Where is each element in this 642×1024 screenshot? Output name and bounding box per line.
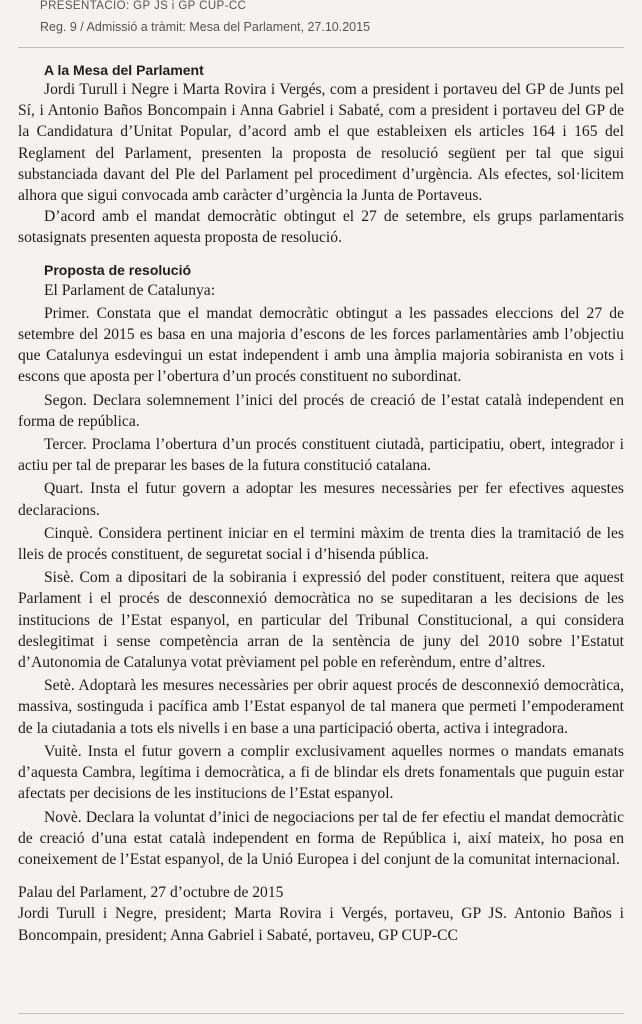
registre-line: Reg. 9 / Admissió a tràmit: Mesa del Parlament, 27.10.2015	[40, 20, 371, 34]
mesa-paragraph-2: D’acord amb el mandat democràtic obtingut el 27 de setembre, els grups parlamentaris sotasignats presenten aquesta proposta de resolució.	[18, 208, 624, 247]
resolution-point-segon: Segon. Declara solemnement l’inici del procés de creació de l’estat català independent en forma de república.	[18, 391, 624, 430]
document-header	[18, 0, 624, 35]
resolution-point-sete: Setè. Adoptarà les mesures necessàries per obrir aquest procés de desconnexió democràtica, massiva, sostinguda i pacífica amb l’Estat espanyol de tal manera que permeti l’empoderament de la ciutadania a tots els nivells i en base a una participació oberta, activa i integradora.	[18, 677, 624, 737]
mesa-heading: A la Mesa del Parlament	[44, 62, 204, 78]
proposta-body	[18, 280, 624, 870]
resolution-point-nove: Novè. Declara la voluntat d’inici de negociacions per tal de fer efectiu el mandat democràtic de creació d’una estat català independent en forma de República i, així mateix, ho posa en coneixement de l’Estat espanyol, de la Unió Europea i del conjunt de la comunitat internacional.	[18, 808, 624, 868]
proposta-heading: Proposta de resolució	[44, 261, 192, 278]
resolution-point-cinque: Cinquè. Considera pertinent iniciar en el termini màxim de trenta dies la tramitació de les lleis de procés constituent, de seguretat social i d’hisenda pública.	[18, 524, 624, 564]
presentacio-line: PRESENTACIÓ: GP JS i GP CUP-CC	[40, 0, 247, 12]
signature-block	[18, 882, 624, 946]
mesa-paragraph-1: Jordi Turull i Negre i Marta Rovira i Vergés, com a president i portaveu del GP de Junts pel Sí, i Antonio Baños Boncompain i Anna Gabriel i Sabaté, com a president i portaveu del GP de la Candidatura d’Unitat Popular, d’acord amb el que estableixen els articles 164 i 165 del Reglament del Parlament, presenten la proposta de resolució següent per tal que sigui substanciada davant del Ple del Parlament pel procediment d’urgència. Als efectes, sol·licitem alhora que sigui convocada amb caràcter d’urgència la Junta de Portaveus.	[18, 81, 624, 205]
resolution-point-tercer: Tercer. Proclama l’obertura d’un procés constituent ciutadà, participatiu, obert, integrador i actiu per tal de preparar les bases de la futura constitució catalana.	[18, 436, 624, 475]
resolution-point-primer: Primer. Constata que el mandat democràtic obtingut a les passades eleccions del 27 de setembre del 2015 es basa en una majoria d’escons de les forces parlamentàries amb l’objectiu que Catalunya esdevingui un estat independent i amb una àmplia majoria sobiranista en vots i escons que aposta per l’obertura d’un procés constituent no subordinat.	[18, 304, 624, 386]
resolution-point-sise: Sisè. Com a dipositari de la sobirania i expressió del poder constituent, reitera que aquest Parlament i el procés de desconnexió democràtica no se supeditaran a les decisions de les institucions de l’Estat espanyol, en particular del Tribunal Constitucional, a qui considera deslegitimat i sense competència arran de la sentència de juny del 2010 sobre l’Estatut d’Autonomia de Catalunya votat prèviament pel poble en referèndum, entre d’altres.	[18, 569, 624, 672]
mesa-body	[18, 79, 624, 249]
place-date: Palau del Parlament, 27 d’octubre de 2015	[18, 884, 284, 902]
footer-divider	[18, 1013, 624, 1014]
proposta-intro: El Parlament de Catalunya:	[44, 281, 216, 299]
resolution-point-quart: Quart. Insta el futur govern a adoptar les mesures necessàries per fer efectives aquestes declaracions.	[18, 480, 624, 519]
resolution-point-vuite: Vuitè. Insta el futur govern a complir exclusivament aquelles normes o mandats emanats d’aquesta Cambra, legítima i democràtica, a fi de blindar els drets fonamentals que puguin estar afectats per decisions de les institucions de l’Estat espanyol.	[18, 742, 624, 803]
signatories: Jordi Turull i Negre, president; Marta Rovira i Vergés, portaveu, GP JS. Antonio Baños i Boncompain, president; Anna Gabriel i Sabaté, portaveu, GP CUP-CC	[18, 905, 624, 944]
header-divider	[18, 47, 624, 48]
